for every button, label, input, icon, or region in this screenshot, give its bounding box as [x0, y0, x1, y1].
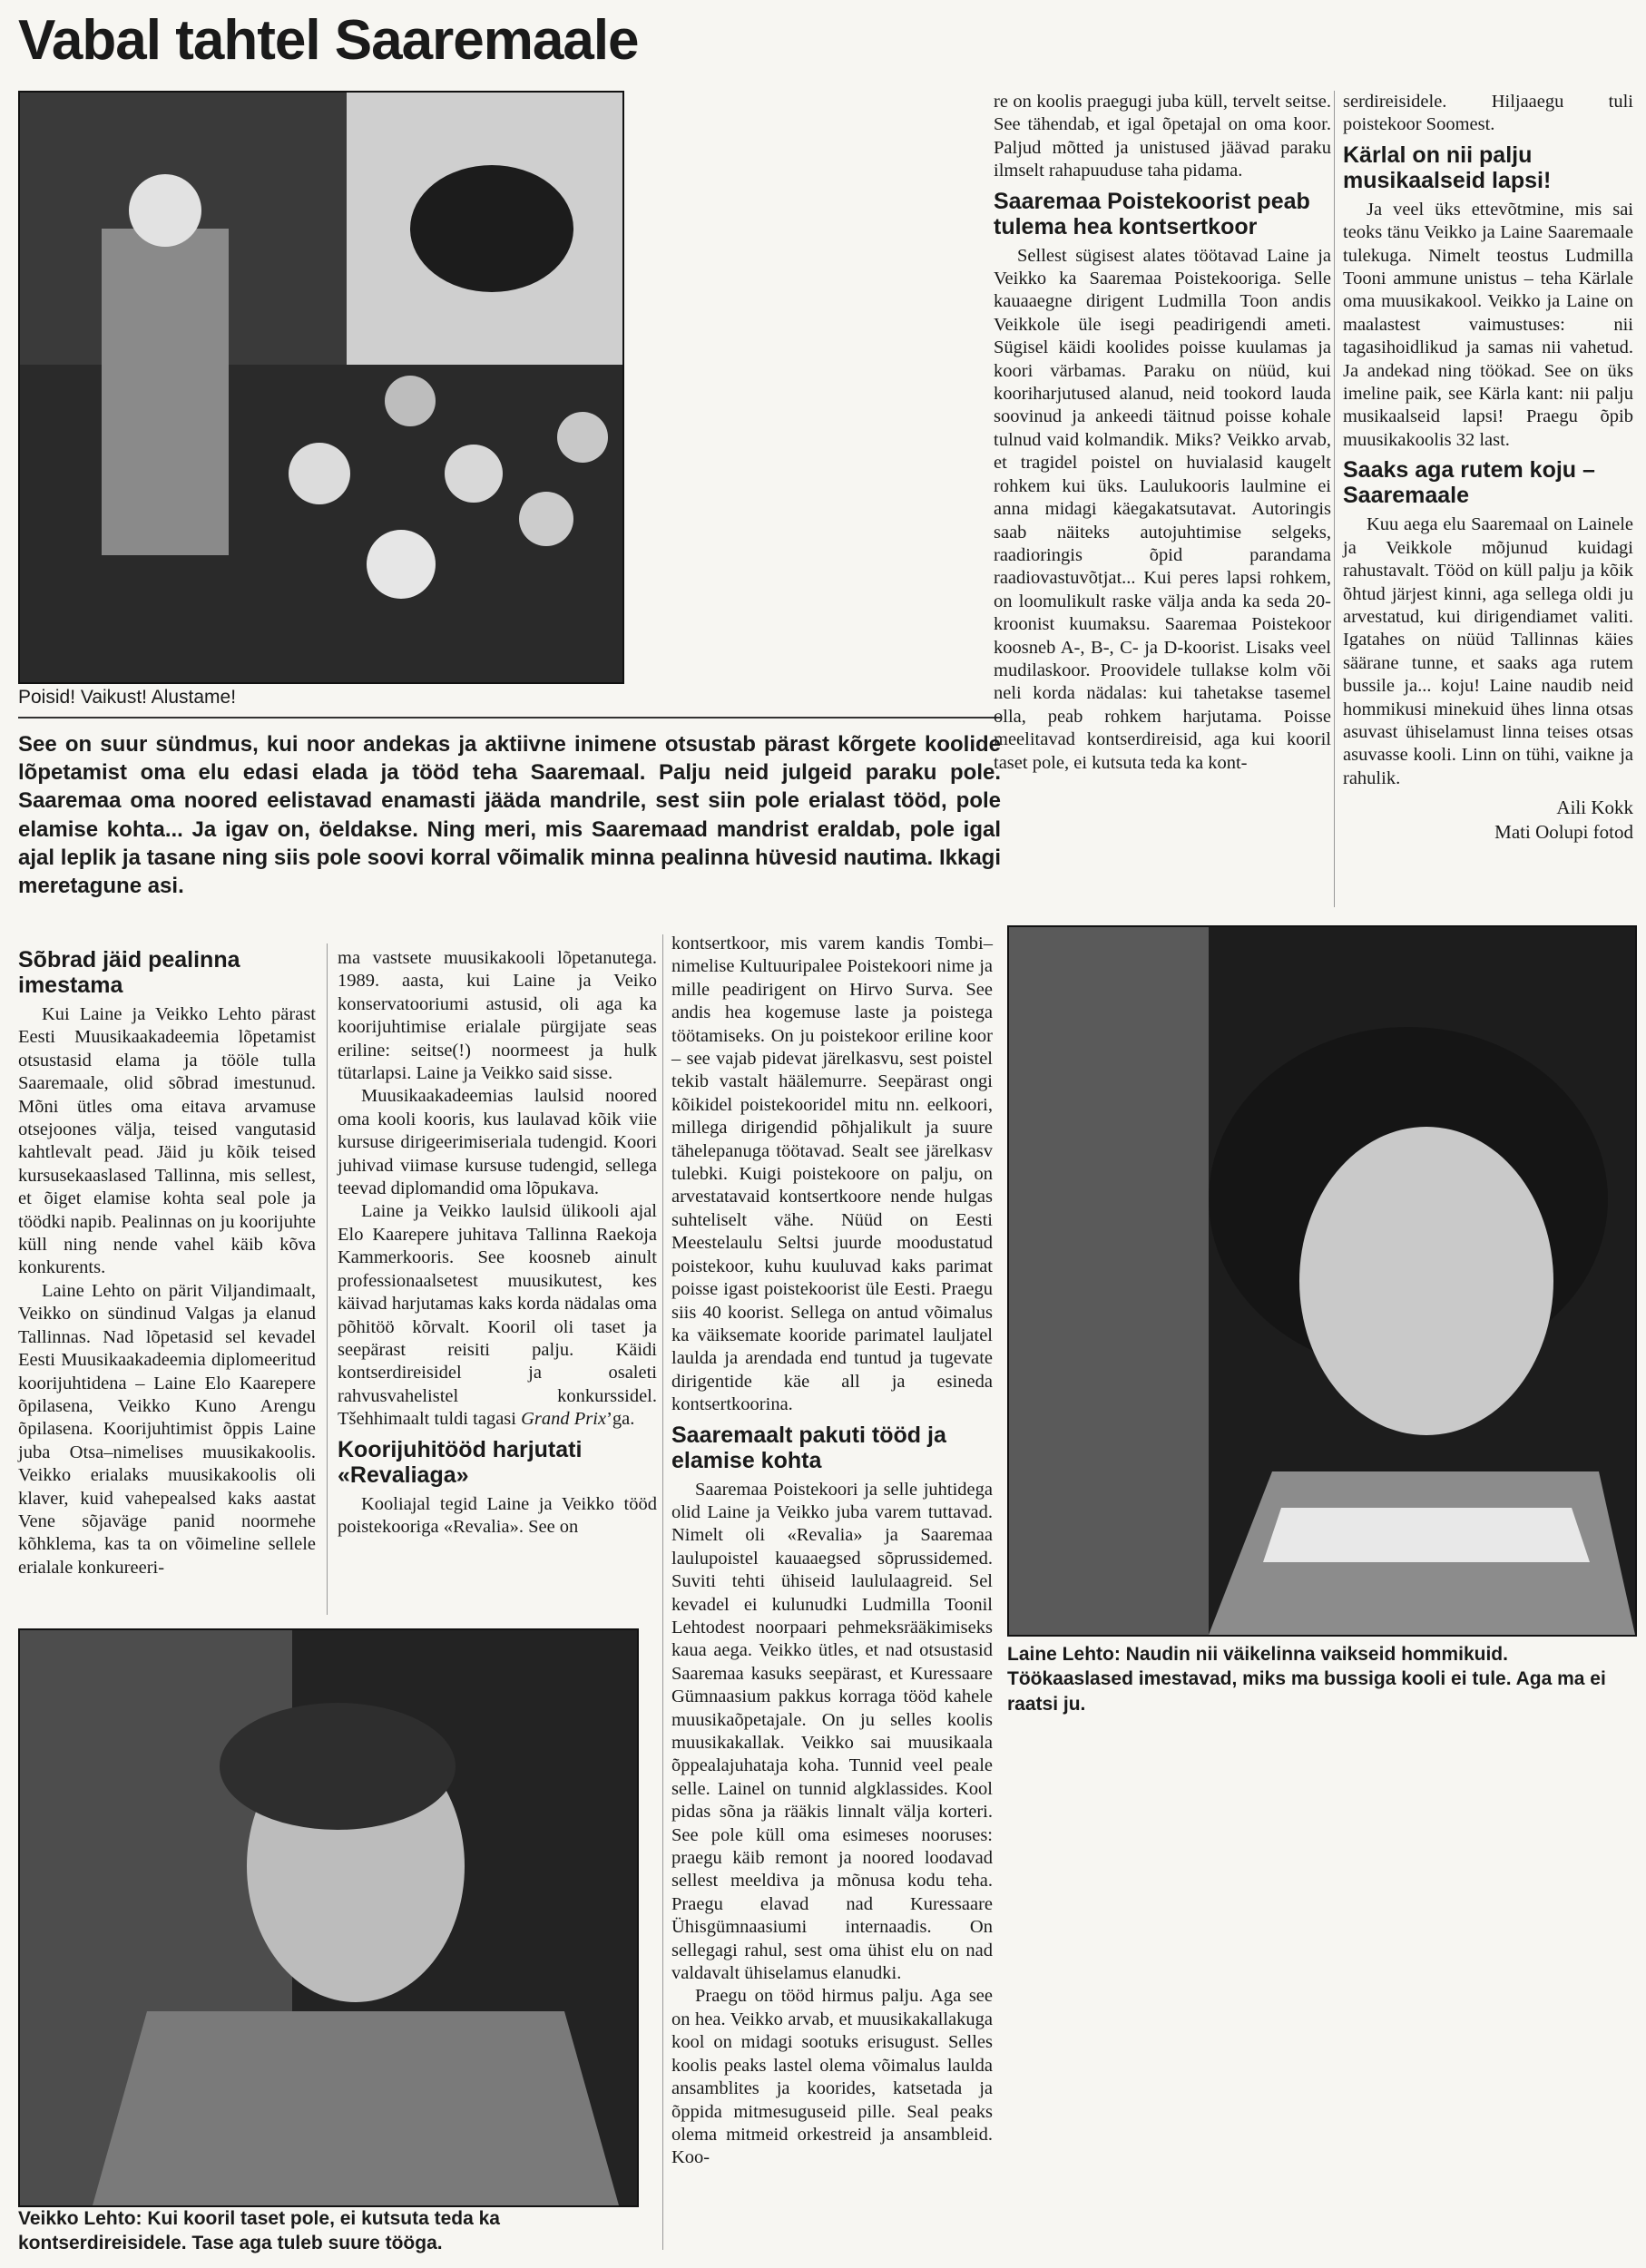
col1-paragraph: Laine Lehto on pärit Viljandimaalt, Veikko on sündinud Valgas ja elanud Tallinnas. Nad lõpetasid sel kevadel Eesti Muusikaakadeemia diplomeeritud koorijuhtidena – Laine Elo Kaarepere õpilasena, Veikko Kuno Arengu õpilasena. Koorijuhtimist õppis Laine juba Otsa–nimelises muusikakoolis. Veikko erialaks muusikakoolis oli klaver, kuid vahepealsed kaks aastat Vene sõjaväge panid noormehe kõhklema, kas ta on võimeline sellele erialale konkureeri-: [18, 1280, 316, 1578]
column-divider: [327, 943, 328, 1615]
col3-paragraph: Praegu on tööd hirmus palju. Aga see on hea. Veikko arvab, et muusikakallakuga kool on midagi sootuks erisugust. Selles koolis peaks lastel olema võimalus laulda ansamblites ja koorides, katsetada ja õppida mitmesuguseid pille. Seal peaks olema mitmeid orkestreid ja ansambleid. Koo-: [671, 1986, 993, 2168]
subheading-revalia: Koorijuhitööd harjutati «Revaliaga»: [338, 1436, 583, 1488]
column-3-lower: [671, 933, 993, 2170]
col3-paragraph: Sellest sügisest alates töötavad Laine ja Veikko ka Saaremaa Poistekooriga. Selle kauaaegne dirigent Ludmilla Toon andis Veikkole üle isegi peadirigendi ameti. Sügisel käidi koolides poisse kuulamas ja koori värbamas. Paraku on nüüd, kui kooriharjutused alanud, neid tookord lauda soovinud ja ankeedi täitnud poisse kohale tulnud vaid kolmandik. Miks? Veikko arvab, et tragidel poistel on huvialasid kaugelt rohkem kui üks. Laulukooris laulmine ei anna midagi käegakatsutavat. Autoringis saab näiteks autojuhtimise selgeks, raadioringis õpid parandama raadiovastuvõtjat... Kui peres lapsi rohkem, on loomulikult raske välja anda ka seda 20-kroonist kuumaksu. Saaremaa Poistekoor koosneb A-, B-, C- ja D-koorist. Lisaks veel mudilaskoor. Proovidele tullakse kolm või neli korda nädalas: kui tahetakse tasemel olla, peab rohkem harjutama. Poisse meelitavad kontserdireisid, aga kui kooril taset pole, ei kutsuta teda ka kont-: [994, 245, 1331, 773]
column-2: [338, 947, 657, 1539]
subheading-home: Saaks aga rutem koju – Saaremaale: [1343, 457, 1595, 509]
column-4: [1343, 91, 1633, 846]
veikko-photo-caption: Veikko Lehto: Kui kooril taset pole, ei kutsuta teda ka kontserdireisidele. Tase aga tuleb suure tööga.: [18, 2208, 500, 2254]
col1-paragraph: Kui Laine ja Veikko Lehto pärast Eesti Muusikaakadeemia lõpetamist otsustasid elama ja tööle tulla Saaremaale, olid sõbrad imestunud. Mõni ütles oma eitava arvamuse otsejoones välja, teised vangutasid kahtlevalt pead. Jäid ju kõik teised kursusekaaslased Tallinna, mis sellest, et õiget elamise kohta seal pole ja töödki napib. Pealinnas on ju koorijuhte küll ning nende vahel käib kõva konkurents.: [18, 1004, 316, 1278]
col2-paragraph: Kooliajal tegid Laine ja Veikko tööd poistekooriga «Revalia». See on: [338, 1493, 657, 1537]
caption-divider: [18, 717, 1001, 719]
laine-photo-caption: Laine Lehto: Naudin nii väikelinna vaikseid hommikuid. Töökaaslased imestavad, miks ma bussiga kooli ei tule. Aga ma ei raatsi ju.: [1007, 1644, 1606, 1715]
col4-paragraph: serdireisidele. Hiljaaegu tuli poistekoor Soomest.: [1343, 92, 1633, 135]
text-run: ’ga.: [606, 1409, 635, 1430]
col4-paragraph: Ja veel üks ettevõtmine, mis sai teoks tänu Veikko ja Laine Saaremaale tulekuga. Nimelt teostus Ludmilla Tooni ammune unistus – teha Kärlale oma muusikakool. Veikko ja Laine on maalastest vaimustuses: nii tagasihoidlikud ja samas nii vahetud. Ja andekad ning töökad. See on üks imeline paik, see Kärla kant: nii palju musikaalseid lapsi! Praegu õpib muusikakoolis 32 last.: [1343, 199, 1633, 450]
col3-paragraph: re on koolis praegugi juba küll, tervelt seitse. See tähendab, et igal õpetajal on oma koor. Paljud mõtted ja unistused jäävad paraku ilmselt rahapuuduse taha pidama.: [994, 92, 1331, 181]
col2-paragraph: ma vastsete muusikakooli lõpetanutega. 1989. aasta, kui Laine ja Veiko konservatooriumi astusid, oli aga ka koorijuhtimise erialale pürgijate seas eriline: seitse(!) noormeest ja hulk tütarlapsi. Laine ja Veikko said sisse.: [338, 948, 657, 1084]
veikko-lehto-photo: [18, 1628, 639, 2207]
column-divider: [662, 934, 663, 2250]
top-photo-caption: Poisid! Vaikust! Alustame!: [18, 687, 237, 708]
subheading-karla: Kärlal on nii palju musikaalseid lapsi!: [1343, 142, 1552, 193]
col3-paragraph: Saaremaa Poistekoori ja selle juhtidega olid Laine ja Veikko juba varem tuttavad. Nimelt oli «Revalia» ja Saaremaa laulupoistel kauaaegsed sõprussidemed. Suviti tehti ühiseid laululaagreid. Sel kevadel ei kulunudki Ludmilla Toonil Lehtodest noorpaari pehmeksrääkimiseks kaua aega. Veikko ütles, et nad otsustasid Saaremaa kasuks seepärast, et Kuressaare Gümnaasium pakkus korraga tööd kahele muusikaõpetajale. On ju selles koolis muusikakallak. Veikko sai muusikaala õppealajuhataja koha. Tunnid veel peale selle. Lainel on tunnid algklassides. Kool pidas sõna ja rääkis linnalt välja korteri. See pole küll oma esimeses nooruses: praegu käib remont ja noored loodavad sellest meeldiva ja mõnusa kodu teha. Praegu elavad nad Kuressaare Ühisgümnaasiumi internaadis. On sellegagi rahul, sest oma ühist elu on nad valdavalt ühiselamus elanudki.: [671, 1479, 993, 1984]
article-headline: Vabal tahtel Saaremaale: [18, 9, 639, 72]
photographer-credit: Mati Oolupi fotod: [1494, 821, 1633, 844]
grand-prix-italic: Grand Prix: [521, 1409, 607, 1430]
col4-paragraph: Kuu aega elu Saaremaal on Lainele ja Veikkole mõjunud kuidagi rahustavalt. Tööd on küll palju ja kõik õhtud järjest kinni, aga sellega oldi ju arvestatud, kui dirigendiamet valiti. Igatahes on nüüd Tallinnas käies säärane tunne, et saaks aga rutem bussile ja... koju! Laine naudib neid hommikusi minekuid ühes linna otsas asuvast ühiselamust linna teises otsas asuvasse kooli. Linn on tühi, vaikne ja rahulik.: [1343, 514, 1633, 788]
col2-paragraph: Muusikaakadeemias laulsid noored oma kooli kooris, kus laulavad kõik viie kursuse dirigeerimiseriala tudengid. Koori juhivad viimase kursuse tudengid, sellega teevad diplomandid oma lõpukava.: [338, 1086, 657, 1199]
text-run: Laine ja Veikko laulsid ülikooli ajal Elo Kaarepere juhitava Tallinna Raekoja Kammerkooris. See koosneb ainult professionaalsetest muusikutest, kes käivad harjutamas kaks korda nädalas oma põhitöö kõrvalt. Kooril oli taset ja seepärast reisiti palju. Käidi kontserdireisidel ja osaleti rahvusvahelistel konkurssidel. Tšehhimaalt tuldi tagasi: [338, 1201, 657, 1430]
column-3: [994, 91, 1331, 775]
column-divider: [1334, 91, 1335, 907]
subheading-friends: Sõbrad jäid pealinna imestama: [18, 947, 240, 998]
column-1: [18, 942, 316, 1579]
col3-paragraph: kontsertkoor, mis varem kandis Tombi–nimelise Kultuuripalee Poistekoori nime ja mille peadirigent on Hirvo Surva. See andis hea kogemuse laste ja poistega töötamiseks. On ju poistekoor eriline koor – see vajab pidevat järelkasvu, sest poistel tekib vastalt häälemurre. Seepärast ongi kõikidel poistekooridel mitu nn. eelkoori, millega dirigendid põhjalikult ja suure tähelepanuga töötavad. Sealt see järelkasv tulebki. Kuigi poistekoore on palju, on arvestatavaid kontsertkoore nende hulgas suhteliselt vähe. Nüüd on Eesti Meestelaulu Seltsi juurde moodustatud poistekoor, kuhu kuuluvad kaks parimat poisse igast poistekoorist üle Eesti. Praegu siis 40 koorist. Sellega on antud võimalus ka väiksemate kooride parimatel lauljatel laulda ja arendada end tuntud ja tugevate dirigentide käe all ja esineda kontsertkoorina.: [671, 934, 993, 1415]
lead-paragraph: See on suur sündmus, kui noor andekas ja aktiivne inimene otsustab pärast kõrgete koolide lõpetamist oma elu edasi elada ja tööd teha Saaremaal. Palju neid julgeid paraku pole. Saaremaa oma noored eelistavad enamasti jääda mandrile, sest siin pole erialast tööd, pole elamise kohta... Ja igav on, öeldakse. Ning meri, mis Saaremaad mandrist eraldab, pole igal ajal leplik ja tasane ning siis pole soovi korral võimalik minna pealinna hüvesid nautima. Ikkagi meretagune asi.: [18, 732, 1001, 898]
choir-rehearsal-photo: [18, 91, 624, 684]
col2-paragraph-grand-prix: [338, 1200, 657, 1431]
laine-lehto-photo: [1007, 925, 1637, 1637]
subheading-work-offer: Saaremaalt pakuti tööd ja elamise kohta: [671, 1422, 946, 1473]
subheading-boys-choir: Saaremaa Poistekoorist peab tulema hea kontsertkoor: [994, 188, 1310, 240]
author-byline: Aili Kokk: [1556, 797, 1633, 819]
